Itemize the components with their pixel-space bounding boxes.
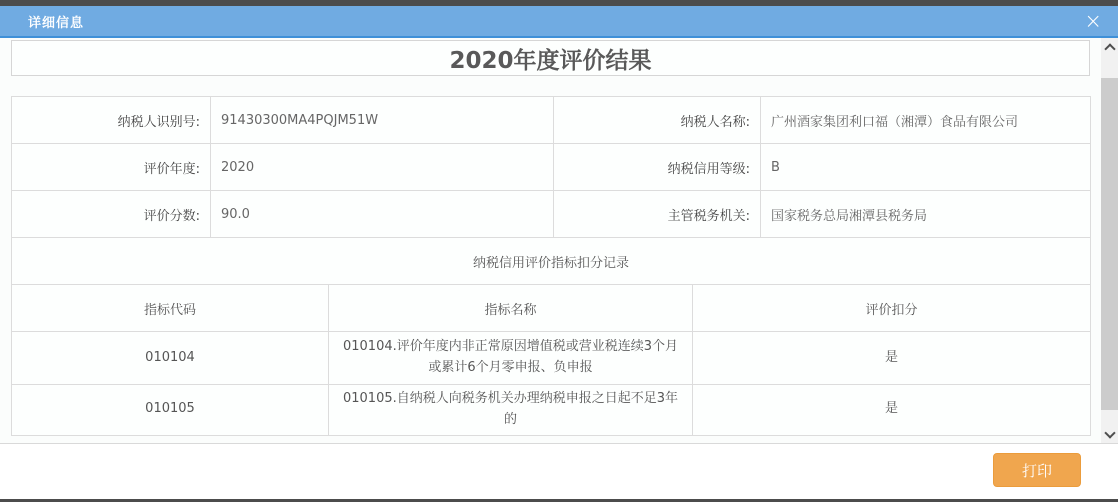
section-title: 纳税信用评价指标扣分记录: [12, 238, 1091, 285]
taxpayer-info-table: [11, 96, 1091, 285]
chevron-up-icon: [1104, 43, 1115, 54]
scroll-thumb[interactable]: [1101, 78, 1118, 410]
modal-header: [0, 6, 1118, 38]
table-row: [12, 144, 1091, 191]
eval-score-label: 评价分数:: [12, 191, 211, 238]
column-header-deduction: 评价扣分: [693, 285, 1091, 332]
scroll-down-button[interactable]: [1101, 425, 1118, 443]
indicator-deduction: 是: [693, 332, 1091, 385]
taxpayer-id-label: 纳税人识别号:: [12, 97, 211, 144]
chevron-down-icon: [1104, 427, 1115, 438]
indicator-code: 010104: [12, 332, 329, 385]
close-icon[interactable]: ×: [1084, 8, 1102, 33]
deduction-table: [11, 284, 1091, 436]
table-row: [12, 385, 1091, 436]
eval-score-value: 90.0: [211, 191, 554, 238]
page-title: 2020年度评价结果: [449, 47, 652, 74]
tax-authority-value: 国家税务总局湘潭县税务局: [761, 191, 1091, 238]
taxpayer-name-label: 纳税人名称:: [554, 97, 761, 144]
column-header-name: 指标名称: [329, 285, 693, 332]
modal-body: [0, 38, 1118, 443]
table-row: [12, 97, 1091, 144]
scroll-up-button[interactable]: [1101, 38, 1118, 56]
modal-title: 详细信息: [28, 15, 85, 31]
modal-footer: [0, 443, 1118, 499]
taxpayer-name-value: 广州酒家集团利口福（湘潭）食品有限公司: [761, 97, 1091, 144]
eval-year-label: 评价年度:: [12, 144, 211, 191]
print-button[interactable]: 打印: [993, 453, 1081, 487]
deduction-header-row: [12, 285, 1091, 332]
column-header-code: 指标代码: [12, 285, 329, 332]
title-box: [11, 40, 1090, 76]
credit-grade-label: 纳税信用等级:: [554, 144, 761, 191]
tax-authority-label: 主管税务机关:: [554, 191, 761, 238]
indicator-name: 010105.自纳税人向税务机关办理纳税申报之日起不足3年的: [329, 385, 693, 436]
table-row: [12, 332, 1091, 385]
credit-grade-value: B: [761, 144, 1091, 191]
taxpayer-id-value: 91430300MA4PQJM51W: [211, 97, 554, 144]
eval-year-value: 2020: [211, 144, 554, 191]
indicator-name: 010104.评价年度内非正常原因增值税或营业税连续3个月或累计6个月零申报、负申报: [329, 332, 693, 385]
table-row: [12, 191, 1091, 238]
indicator-deduction: 是: [693, 385, 1091, 436]
scrollbar[interactable]: [1101, 38, 1118, 443]
indicator-code: 010105: [12, 385, 329, 436]
section-header-row: [12, 238, 1091, 285]
